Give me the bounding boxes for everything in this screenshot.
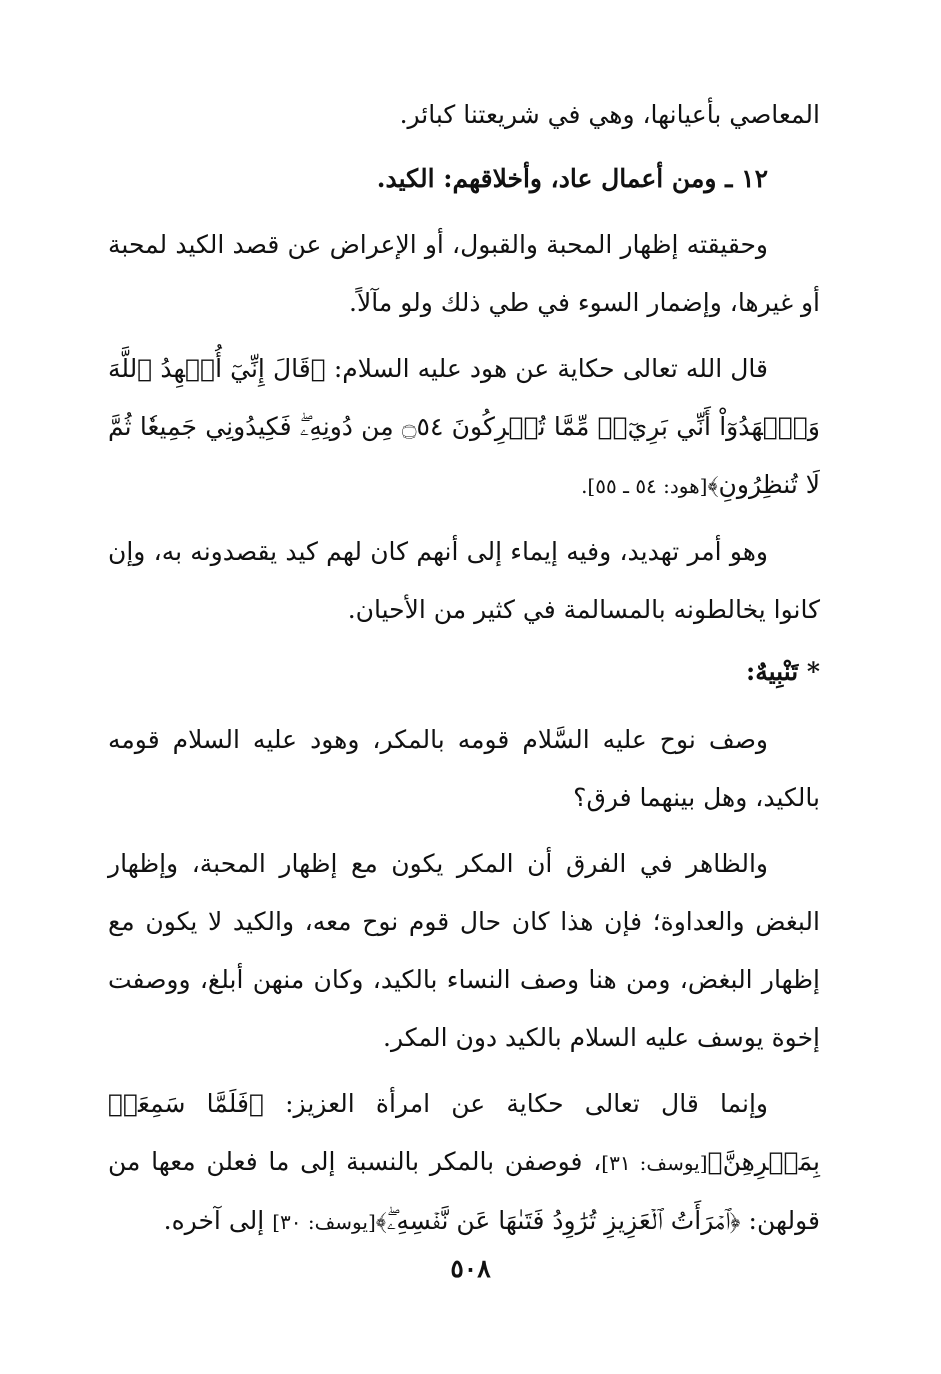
paragraph-1: المعاصي بأعيانها، وهي في شريعتنا كبائر. <box>399 100 820 129</box>
page-number: ٥٠٨ <box>450 1254 491 1283</box>
paragraph-7-text-1: وإنما قال تعالى حكاية عن امرأة العزيز: <box>263 1089 769 1118</box>
quran-verse-yusuf-30: ﴿ٱمۡرَأَتُ ٱلۡعَزِيزِ تُرَٰوِدُ فَتَىٰهَا عَن نَّفۡسِهِۦۖ﴾ <box>375 1206 741 1235</box>
page-body <box>108 86 820 1251</box>
paragraph-3-text: قال الله تعالى حكاية عن هود عليه السلام: <box>325 354 768 383</box>
section-heading: ١٢ ـ ومن أعمال عاد، وأخلاقهم: الكيد. <box>376 164 768 193</box>
paragraph-5: وصف نوح عليه السَّلام قومه بالمكر، وهود عليه السلام قومه بالكيد، وهل بينهما فرق؟ <box>108 725 820 812</box>
quran-verse-hud: ﴿قَالَ إِنِّيٓ أُشۡهِدُ ٱللَّهَ وَٱشۡهَدُوٓاْ أَنِّي بَرِيٓءٞ مِّمَّا تُشۡرِكُونَ ۝٥٤ مِن دُونِهِۦۖ فَكِيدُونِي جَمِيعٗا ثُمَّ لَا تُنظِرُونِ﴾ <box>108 354 820 499</box>
verse-reference-hud: [هود: ٥٤ ـ ٥٥]. <box>581 474 708 498</box>
paragraph-3 <box>108 340 820 515</box>
paragraph-6: والظاهر في الفرق أن المكر يكون مع إظهار المحبة، وإظهار البغض والعداوة؛ فإن هذا كان حال قوم نوح معه، والكيد لا يكون مع إظهار البغض، ومن هنا وصف النساء بالكيد، وكان منهن أبلغ، ووصفت إخوة يوسف عليه السلام بالكيد دون المكر. <box>108 849 820 1052</box>
paragraph-4: وهو أمر تهديد، وفيه إيماء إلى أنهم كان لهم كيد يقصدونه به، وإن كانوا يخالطونه بالمسالمة في كثير من الأحيان. <box>108 537 820 624</box>
verse-reference-yusuf-30: [يوسف: ٣٠] <box>272 1210 376 1234</box>
verse-reference-yusuf-31: [يوسف: ٣١] <box>601 1151 708 1175</box>
notice-heading: * تَنْبِيهٌ: <box>746 657 820 686</box>
paragraph-2: وحقيقته إظهار المحبة والقبول، أو الإعراض عن قصد الكيد لمحبة أو غيرها، وإضمار السوء في طي ذلك ولو مآلاً. <box>108 230 820 317</box>
paragraph-7 <box>108 1075 820 1251</box>
paragraph-7-text-3: إلى آخره. <box>163 1206 273 1235</box>
quran-verse-yusuf-31: ﴿فَلَمَّا سَمِعَتۡ بِمَكۡرِهِنَّ﴾ <box>108 1089 820 1176</box>
paragraph-7-text-2: ، فوصفن بالمكر بالنسبة إلى ما فعلن معها من قولهن: <box>108 1147 820 1235</box>
